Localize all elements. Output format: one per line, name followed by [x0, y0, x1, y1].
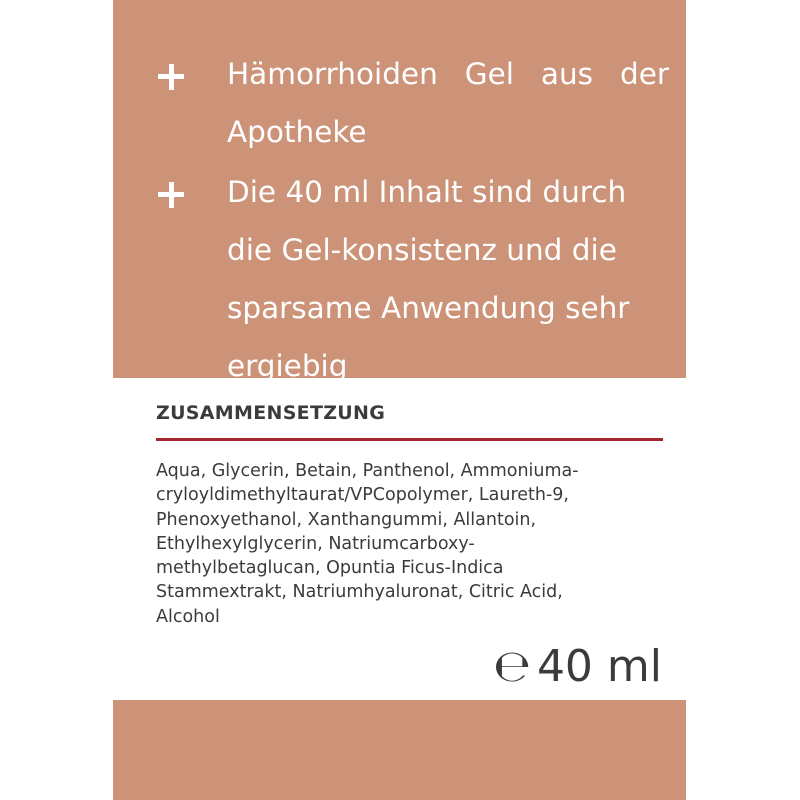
bottom-panel	[113, 700, 686, 800]
bullet-item	[158, 175, 678, 395]
bullet-text: Hämorrhoiden Gel aus der Apotheke	[227, 57, 669, 149]
ingredients-line: Ethylhexylglycerin, Natriumcarboxy-	[156, 533, 475, 554]
volume-label	[493, 642, 662, 692]
composition-heading: ZUSAMMENSETZUNG	[156, 402, 386, 424]
ingredients-line: cryloyldimethyltaurat/VPCopolymer, Laureth-9,	[156, 485, 569, 506]
plus-icon	[158, 182, 184, 208]
ingredients-line: Phenoxyethanol, Xanthangummi, Allantoin,	[156, 509, 537, 530]
ingredients-line: Alcohol	[156, 606, 220, 627]
volume-text: 40 ml	[536, 641, 662, 692]
ingredients-line: Aqua, Glycerin, Betain, Panthenol, Ammoniuma-	[156, 461, 579, 481]
plus-icon	[158, 64, 184, 90]
ingredients-line: methylbetaglucan, Opuntia Ficus-Indica	[156, 558, 504, 579]
estimated-sign-icon: ℮	[493, 641, 531, 692]
heading-rule	[156, 438, 663, 441]
bullet-text: Die 40 ml Inhalt sind durch die Gel-konsistenz und die sparsame Anwendung sehr ergiebig	[227, 175, 630, 383]
ingredients-list	[156, 459, 666, 629]
bullet-item	[158, 57, 678, 161]
ingredients-line: Stammextrakt, Natriumhyaluronat, Citric Acid,	[156, 582, 563, 603]
